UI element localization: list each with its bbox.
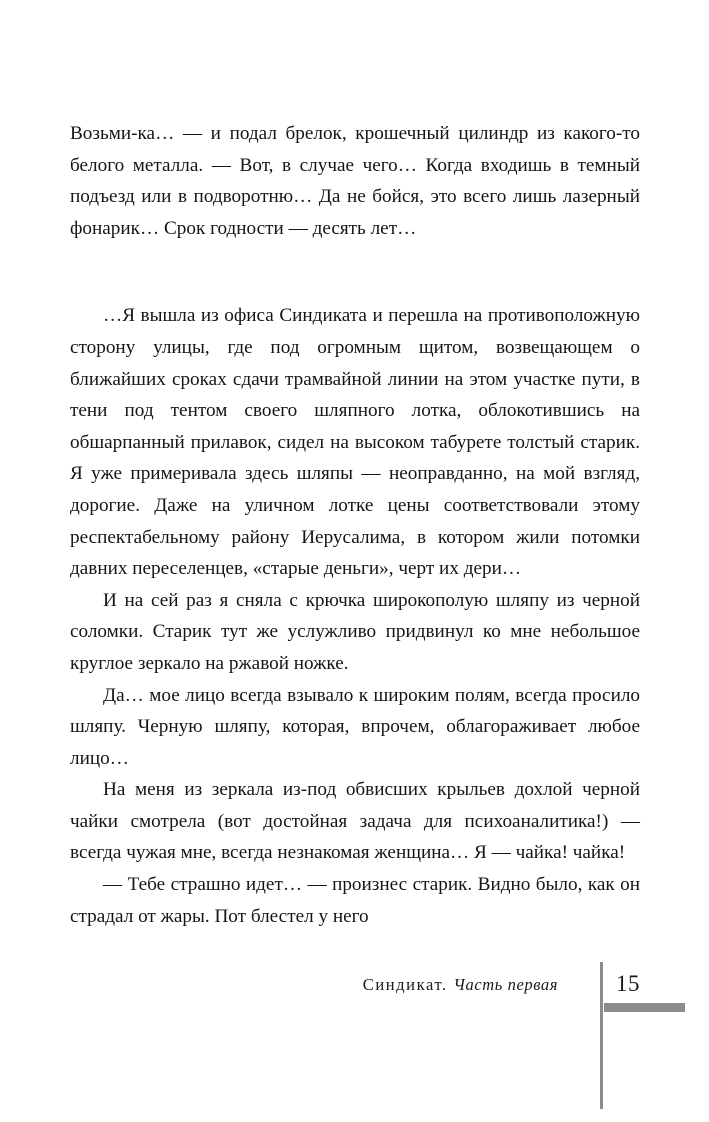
paragraph-continuation: Возьми-ка… — и подал брелок, крошечный цилиндр из какого-то белого металла. — Вот, в случае чего… Когда входишь в темный подъезд или в подворотню… Да не бойся, это всего лишь лазерный фонарик… Срок годности — десять лет… bbox=[70, 123, 640, 239]
section-break-spacer bbox=[70, 244, 640, 300]
body-text-column bbox=[70, 118, 640, 932]
paragraph: И на сей раз я сняла с крючка широкополую шляпу из черной соломки. Старик тут же услужливо придвинул ко мне небольшое круглое зеркало на ржавой ножке. bbox=[70, 589, 640, 674]
running-head bbox=[363, 975, 558, 995]
running-head-part-title: Часть первая bbox=[453, 975, 558, 994]
paragraph: На меня из зеркала из-под обвисших крыльев дохлой черной чайки смотрела (вот достойная задача для психоаналитика!) — всегда чужая мне, всегда незнакомая женщина… Я — чайка! чайка! bbox=[70, 779, 640, 864]
page-footer bbox=[70, 971, 640, 1015]
paragraph: …Я вышла из офиса Синдиката и перешла на противоположную сторону улицы, где под огромным щитом, возвещающем о ближайших сроках сдачи трамвайной линии на этом участке пути, в тени под тентом своего шляпного лотка, облокотившись на обшарпанный прилавок, сидел на высоком табурете толстый старик. Я уже примеривала здесь шляпы — неоправданно, на мой взгляд, дорогие. Даже на уличном лотке цены соответствовали этому респектабельному району Иерусалима, в котором жили потомки давних переселенцев, «старые деньги», черт их дери… bbox=[70, 305, 640, 580]
paragraph: Да… мое лицо всегда взывало к широким полям, всегда просило шляпу. Черную шляпу, которая, впрочем, облагораживает любое лицо… bbox=[70, 684, 640, 769]
page-number: 15 bbox=[616, 971, 640, 996]
running-head-book-title: Синдикат. bbox=[362, 975, 448, 994]
paragraph: — Тебе страшно идет… — произнес старик. Видно было, как он страдал от жары. Пот блестел у него bbox=[70, 874, 640, 927]
